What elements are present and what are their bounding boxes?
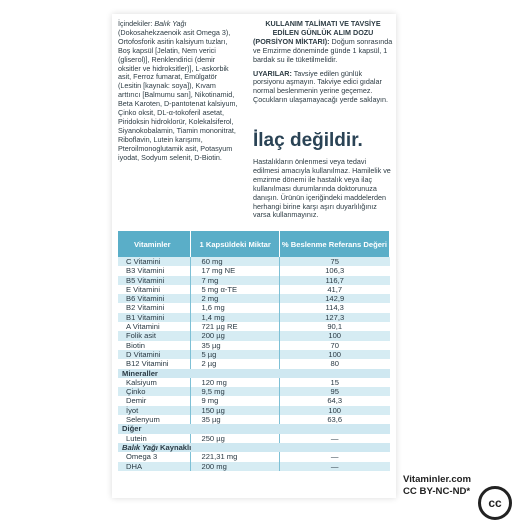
nutrient-name: Lutein	[118, 434, 191, 443]
ingredients-label: İçindekiler:	[118, 19, 153, 28]
nutrient-reference: 100	[279, 350, 389, 359]
usage-heading-2: EDİLEN GÜNLÜK ALIM DOZU	[272, 27, 374, 37]
nutrient-reference: 127,3	[279, 313, 389, 322]
nutrient-reference: —	[279, 452, 389, 461]
nutrient-reference: —	[279, 462, 389, 471]
warning-paragraph	[253, 70, 393, 106]
fish-oil-source-label: Balık Yağı	[122, 442, 158, 452]
section-row	[118, 369, 390, 378]
other-heading: Diğer	[118, 424, 390, 433]
table-row	[118, 396, 390, 405]
warning-text: Tavsiye edilen günlük porsiyonu aşmayın. Takviye edici gıdalar normal beslenmenin yerine geçemez. Çocukların ulaşamayacağı yerde saklayın.	[253, 68, 389, 105]
nutrient-amount: 35 µg	[191, 341, 279, 350]
nutrient-reference: 64,3	[279, 396, 389, 405]
nutrient-amount: 150 µg	[191, 406, 279, 415]
fish-oil-source-suffix: Kaynaklı	[160, 442, 192, 452]
warning-label: UYARILAR:	[253, 68, 292, 78]
nutrient-reference: 114,3	[279, 303, 389, 312]
table-row	[118, 406, 390, 415]
nutrient-name: Selenyum	[118, 415, 191, 424]
nutrient-reference: 90,1	[279, 322, 389, 331]
nutrient-amount: 2 µg	[191, 359, 279, 368]
license-credit	[403, 474, 471, 498]
table-row	[118, 331, 390, 340]
nutrient-name: C Vitamini	[118, 257, 191, 266]
nutrient-amount: 721 µg RE	[191, 322, 279, 331]
portion-paragraph	[253, 38, 393, 65]
nutrient-name: B3 Vitamini	[118, 266, 191, 275]
nutrient-amount: 17 mg NE	[191, 266, 279, 275]
usage-instructions	[253, 20, 393, 105]
nutrient-name: İyot	[118, 406, 191, 415]
table-row	[118, 434, 390, 443]
nutrient-amount: 200 µg	[191, 331, 279, 340]
nutrient-reference: 100	[279, 331, 389, 340]
portion-label: (PORSİYON MİKTARI):	[253, 36, 330, 46]
table-row	[118, 276, 390, 285]
section-row	[118, 424, 390, 433]
fish-oil-label: Balık Yağı	[154, 19, 187, 28]
table-row	[118, 452, 390, 461]
ingredients-text	[118, 20, 238, 163]
nutrient-reference: 142,9	[279, 294, 389, 303]
nutrient-name: Demir	[118, 396, 191, 405]
section-row	[118, 443, 390, 452]
nutrient-reference: 63,6	[279, 415, 389, 424]
table-header-row	[118, 231, 390, 257]
table-row	[118, 303, 390, 312]
nutrient-reference: 106,3	[279, 266, 389, 275]
nutrient-reference: 80	[279, 359, 389, 368]
nutrient-amount: 5 mg α-TE	[191, 285, 279, 294]
nutrient-reference: 95	[279, 387, 389, 396]
nutrient-amount: 200 mg	[191, 462, 279, 471]
nutrient-name: E Vitamini	[118, 285, 191, 294]
table-row	[118, 359, 390, 368]
nutrient-name: DHA	[118, 462, 191, 471]
table-row	[118, 313, 390, 322]
nutrient-name: Biotin	[118, 341, 191, 350]
license-text: CC BY-NC-ND*	[403, 486, 471, 497]
nutrient-amount: 221,31 mg	[191, 452, 279, 461]
nutrient-name: B6 Vitamini	[118, 294, 191, 303]
nutrient-amount: 120 mg	[191, 378, 279, 387]
usage-heading-1: KULLANIM TALİMATI VE TAVSİYE	[265, 19, 381, 28]
nutrient-name: B1 Vitamini	[118, 313, 191, 322]
nutrient-name: Omega 3	[118, 452, 191, 461]
portion-text: Doğum sonrasında ve Emzirme döneminde günde 1 kapsül, 1 bardak su ile tüketilmelidir.	[253, 36, 393, 64]
nutrient-reference: 100	[279, 406, 389, 415]
nutrient-name: B2 Vitamini	[118, 303, 191, 312]
header-reference: % Beslenme Referans Değeri	[279, 231, 389, 257]
nutrient-reference: 70	[279, 341, 389, 350]
fish-oil-source-heading	[118, 443, 390, 452]
table-row	[118, 341, 390, 350]
table-row	[118, 257, 390, 266]
nutrient-name: B12 Vitamini	[118, 359, 191, 368]
nutrient-amount: 250 µg	[191, 434, 279, 443]
nutrient-reference: 15	[279, 378, 389, 387]
table-row	[118, 322, 390, 331]
table-row	[118, 294, 390, 303]
table-row	[118, 462, 390, 471]
not-a-drug-text: Hastalıkların önlenmesi veya tedavi edilmesi amacıyla kullanılmaz. Hamilelik ve emzirme dönemi ile hastalık veya ilaç kullanılması durumlarında doktorunuza danışın. Ürünün içeriğindeki maddelerden herhangi birine karşı aşırı duyarlılığınız varsa kullanmayınız.	[253, 157, 391, 220]
nutrient-name: Kalsiyum	[118, 378, 191, 387]
nutrition-table	[118, 231, 390, 471]
nutrient-reference: 41,7	[279, 285, 389, 294]
table-row	[118, 378, 390, 387]
nutrient-amount: 1,6 mg	[191, 303, 279, 312]
ingredients-list: (Dokosahekzaenoik asit Omega 3), Ortofosforik asitin kalsiyum tuzları, Boş kapsül [Jelatin, Nem verici (gliserol)], Renklendirici (demir oksitler ve hidroksitler)], L-askorbik asit, Ferroz fumarat, Emülgatör (Lesitin [kaynak: soya]), Kıvam arttırıcı [Balmumu sarı], Nikotinamid, Beta Karoten, D-pantotenat kalsiyum, Çinko oksit, DL-α-tokoferil asetat, Piridoksin hidroklorür, Kolekalsiferol, Siyanokobalamin, Tiamin mononitrat, Riboflavin, Lutein karışımı, Pteroilmonoglutamik asit, Potasyum iyodat, Sodyum selenit, D-Biotin.	[118, 27, 238, 162]
nutrient-amount: 60 mg	[191, 257, 279, 266]
table-row	[118, 415, 390, 424]
table-row	[118, 285, 390, 294]
not-a-drug-title: İlaç değildir.	[253, 130, 363, 151]
nutrient-name: Folik asit	[118, 331, 191, 340]
table-row	[118, 350, 390, 359]
nutrient-reference: —	[279, 434, 389, 443]
nutrient-reference: 116,7	[279, 276, 389, 285]
nutrient-name: Çinko	[118, 387, 191, 396]
nutrient-amount: 1,4 mg	[191, 313, 279, 322]
nutrient-amount: 7 mg	[191, 276, 279, 285]
table-row	[118, 387, 390, 396]
header-vitamins: Vitaminler	[118, 231, 191, 257]
table-body	[118, 257, 390, 471]
nutrient-name: B5 Vitamini	[118, 276, 191, 285]
table-row	[118, 266, 390, 275]
nutrient-name: A Vitamini	[118, 322, 191, 331]
header-amount: 1 Kapsüldeki Miktar	[191, 231, 279, 257]
minerals-heading: Mineraller	[118, 369, 390, 378]
nutrient-amount: 35 µg	[191, 415, 279, 424]
nutrient-amount: 2 mg	[191, 294, 279, 303]
site-name: Vitaminler.com	[403, 474, 472, 485]
nutrient-amount: 5 µg	[191, 350, 279, 359]
nutrient-amount: 9,5 mg	[191, 387, 279, 396]
nutrient-amount: 9 mg	[191, 396, 279, 405]
nutrient-reference: 75	[279, 257, 389, 266]
nutrient-name: D Vitamini	[118, 350, 191, 359]
creative-commons-icon: cc	[478, 486, 512, 520]
